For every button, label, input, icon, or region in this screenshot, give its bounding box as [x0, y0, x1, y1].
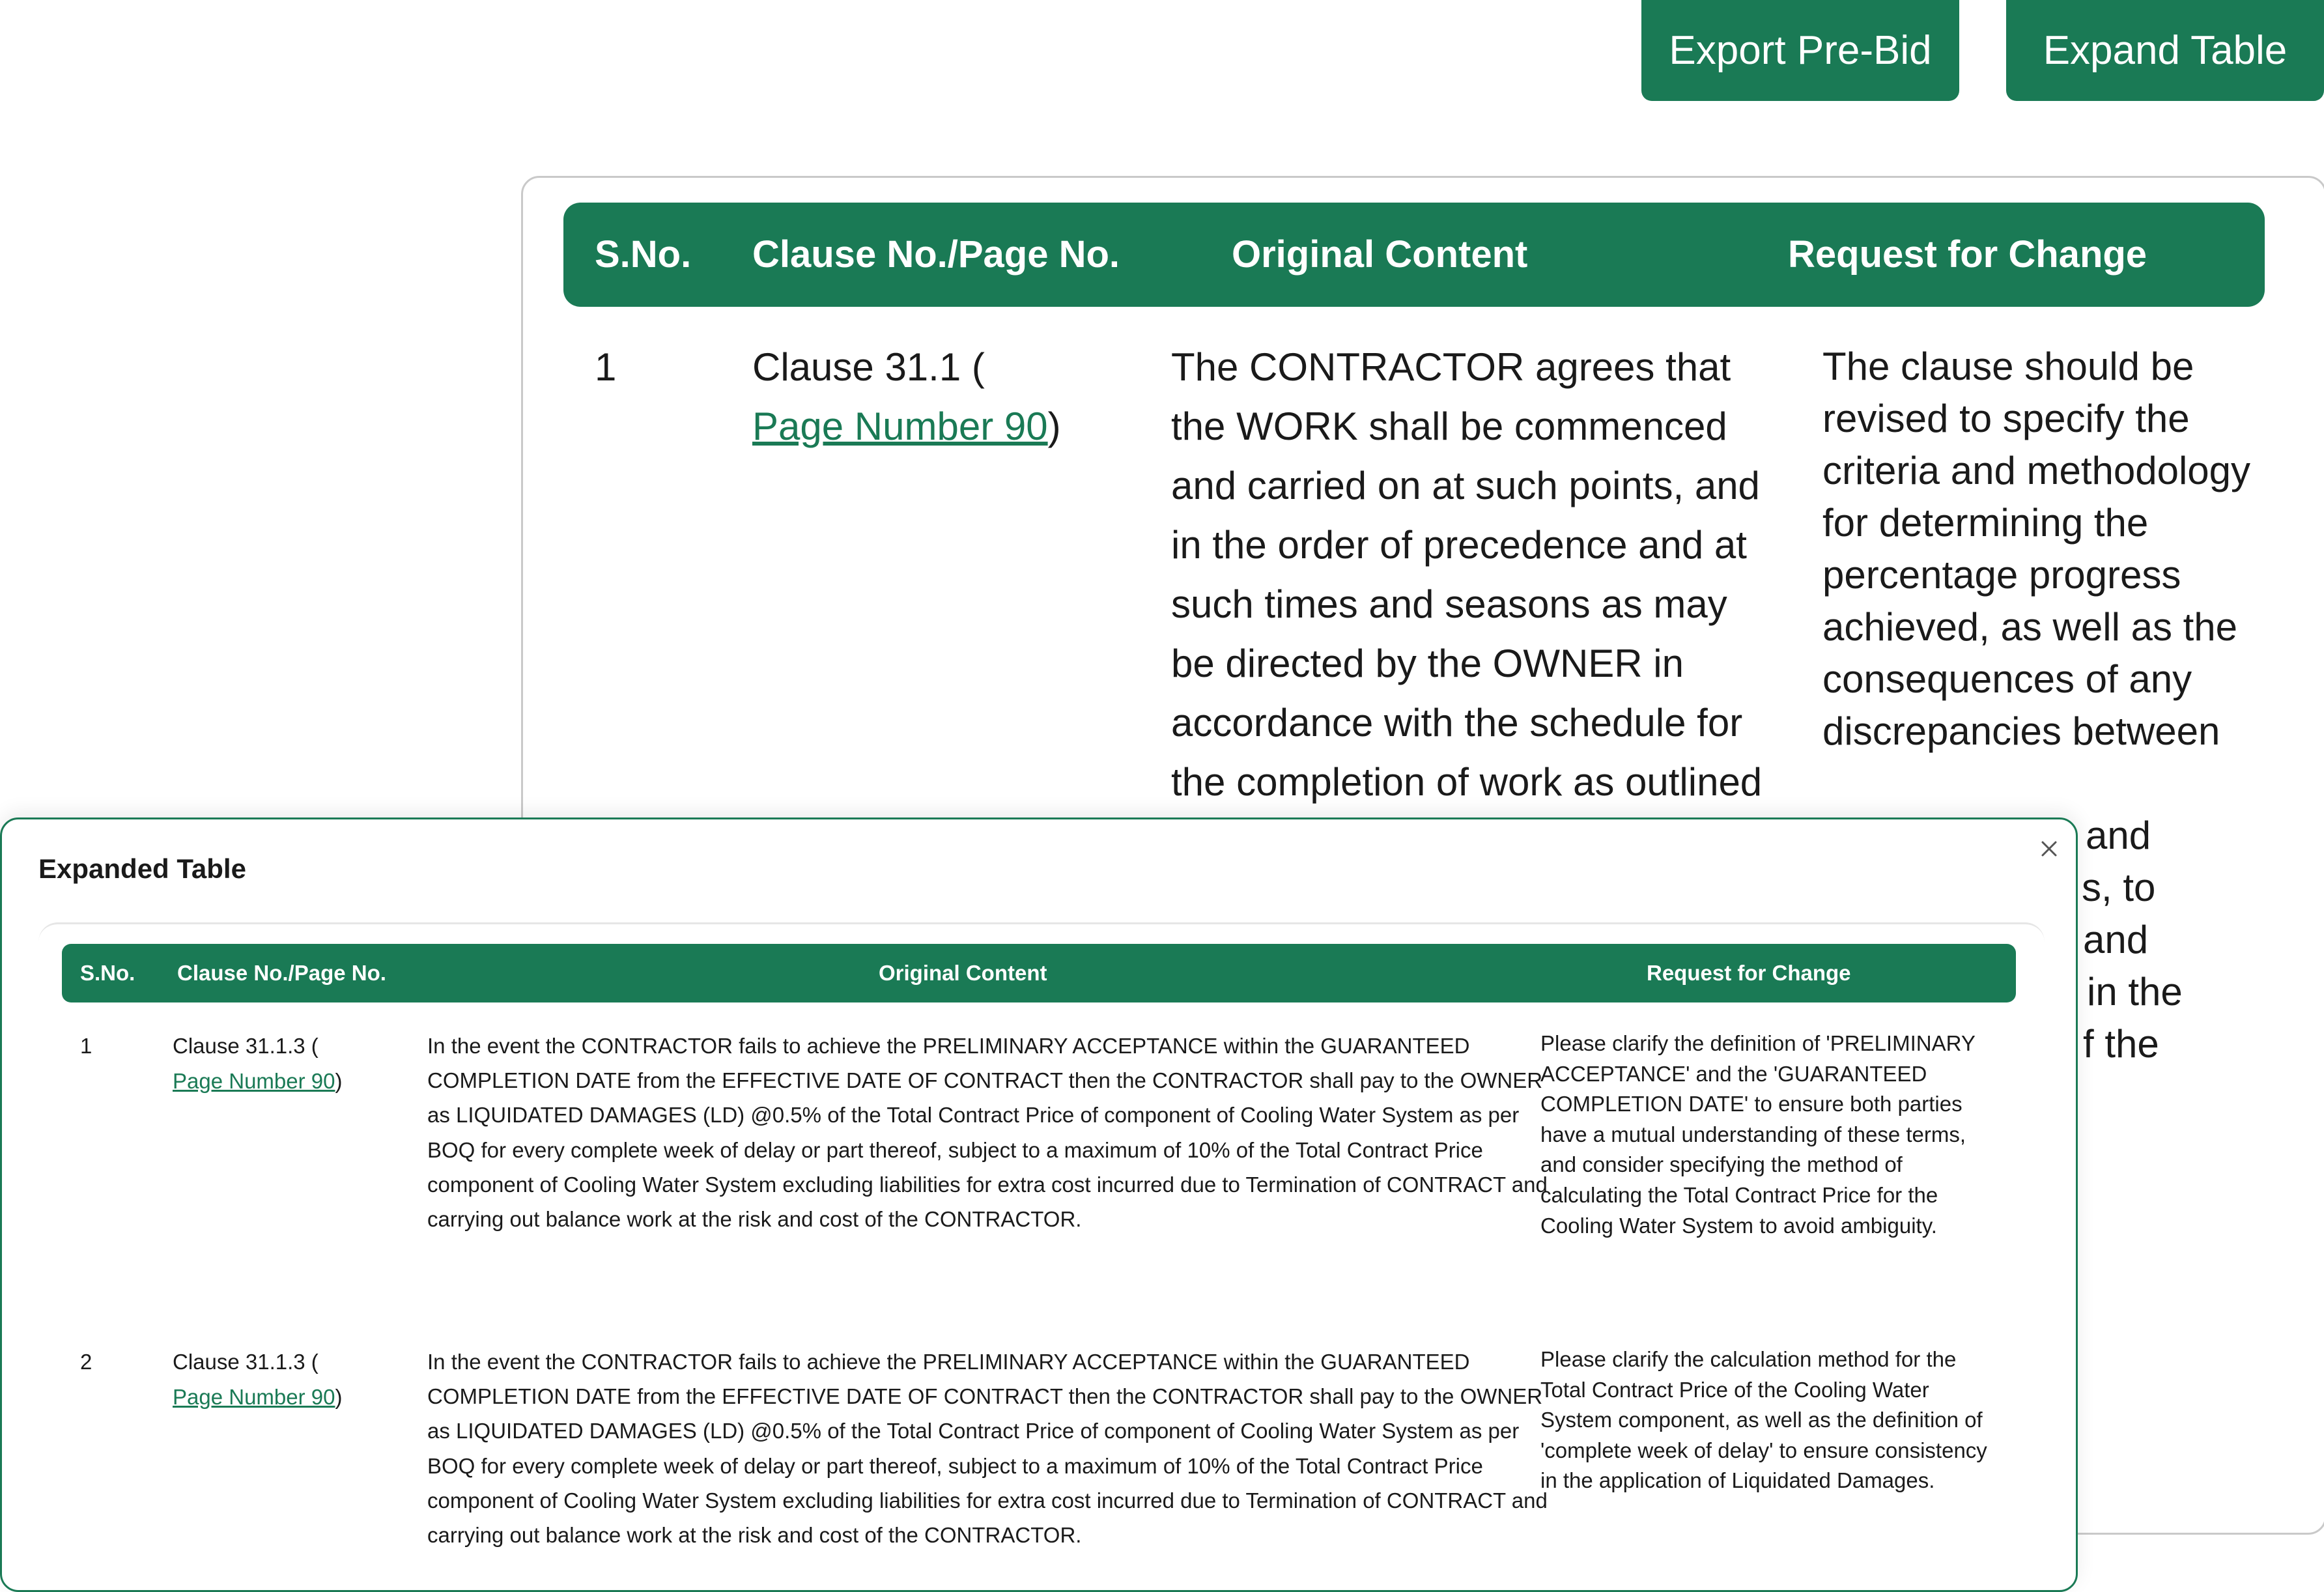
- export-pre-bid-button[interactable]: Export Pre-Bid: [1641, 0, 1959, 101]
- page-number-link[interactable]: Page Number 90: [752, 405, 1048, 448]
- clause-suffix: ): [335, 1385, 343, 1409]
- table-row-2-original: In the event the CONTRACTOR fails to achieve the PRELIMINARY ACCEPTANCE within the GUARANTEED COMPLETION DATE from the EFFECTIVE DATE OF CONTRACT then the CONTRACTOR shall pay to the OWNER as LIQUIDATED DAMAGES (LD) @0.5% of the Total Contract Price of component of Cooling Water System as per BOQ for every complete week of delay or part thereof, subject to a maximum of 10% of the Total Contract Price component of Cooling Water System excluding liabilities for extra cost incurred due to Termination of CONTRACT and carrying out balance work at the risk and cost of the CONTRACTOR.: [427, 1350, 1548, 1548]
- row-request-for-change: The clause should be revised to specify the criteria and methodology for determining the percentage progress achieved, as well as the consequences of any discrepancies between: [1822, 345, 2251, 753]
- close-icon: [2033, 832, 2065, 865]
- row-request-overflow: [2082, 810, 2183, 1070]
- page-number-link[interactable]: Page Number 90: [173, 1385, 335, 1409]
- clause-text: Clause 31.1.3 (: [173, 1350, 319, 1374]
- column-header-original-content: Original Content: [879, 961, 1047, 985]
- table-row-2-clause: [173, 1344, 394, 1415]
- overflow-fragment: and: [2086, 814, 2151, 857]
- column-header-clause: Clause No./Page No.: [177, 961, 386, 985]
- clause-suffix: ): [1047, 405, 1061, 448]
- table-row-1-sno: 1: [80, 1034, 92, 1058]
- overflow-fragment: in the: [2087, 970, 2183, 1014]
- column-header-request-for-change: Request for Change: [1788, 233, 2147, 276]
- table-row-1-original: In the event the CONTRACTOR fails to achieve the PRELIMINARY ACCEPTANCE within the GUARANTEED COMPLETION DATE from the EFFECTIVE DATE OF CONTRACT then the CONTRACTOR shall pay to the OWNER as LIQUIDATED DAMAGES (LD) @0.5% of the Total Contract Price of component of Cooling Water System as per BOQ for every complete week of delay or part thereof, subject to a maximum of 10% of the Total Contract Price component of Cooling Water System excluding liabilities for extra cost incurred due to Termination of CONTRACT and carrying out balance work at the risk and cost of the CONTRACTOR.: [427, 1034, 1548, 1232]
- main-table-header: [563, 203, 2265, 307]
- column-header-original-content: Original Content: [1232, 233, 1528, 276]
- table-row-1-clause: [173, 1029, 394, 1099]
- column-header-request-for-change: Request for Change: [1647, 961, 1851, 985]
- overflow-fragment: and: [2083, 918, 2149, 961]
- column-header-sno: S.No.: [595, 233, 692, 276]
- clause-text: Clause 31.1.3 (: [173, 1034, 319, 1058]
- page-number-link[interactable]: Page Number 90: [173, 1069, 335, 1093]
- clause-text: Clause 31.1 (: [752, 345, 985, 389]
- modal-close-button[interactable]: [2033, 832, 2065, 865]
- row-clause-cell: [752, 337, 1117, 456]
- clause-suffix: ): [335, 1069, 343, 1093]
- column-header-clause: Clause No./Page No.: [752, 233, 1120, 276]
- modal-title: Expanded Table: [38, 853, 246, 884]
- row-original-content: The CONTRACTOR agrees that the WORK shall be commenced and carried on at such points, and in the order of precedence and at such times and seasons as may be directed by the OWNER in accordance with the schedule for the completion of work as outlined: [1171, 345, 1763, 804]
- expanded-table-card: [38, 922, 2045, 1589]
- table-row-2-request: Please clarify the calculation method for the Total Contract Price of the Cooling Water System component, as well as the definition of 'complete week of delay' to ensure consistency in the application of Liquidated Damages.: [1540, 1347, 1987, 1493]
- row-sno: 1: [595, 345, 617, 389]
- overflow-fragment: s, to: [2082, 866, 2156, 909]
- expanded-table-header: [62, 944, 2016, 1002]
- expand-table-button[interactable]: Expand Table: [2006, 0, 2324, 101]
- table-row-2-sno: 2: [80, 1350, 92, 1374]
- table-row-1-request: Please clarify the definition of 'PRELIMINARY ACCEPTANCE' and the 'GUARANTEED COMPLETION DATE' to ensure both parties have a mutual understanding of these terms, and consider specifying the method of calculating the Total Contract Price for the Cooling Water System to avoid ambiguity.: [1540, 1031, 1976, 1238]
- column-header-sno: S.No.: [80, 961, 135, 985]
- overflow-fragment: f the: [2083, 1022, 2159, 1066]
- expanded-table-modal: [0, 817, 2078, 1592]
